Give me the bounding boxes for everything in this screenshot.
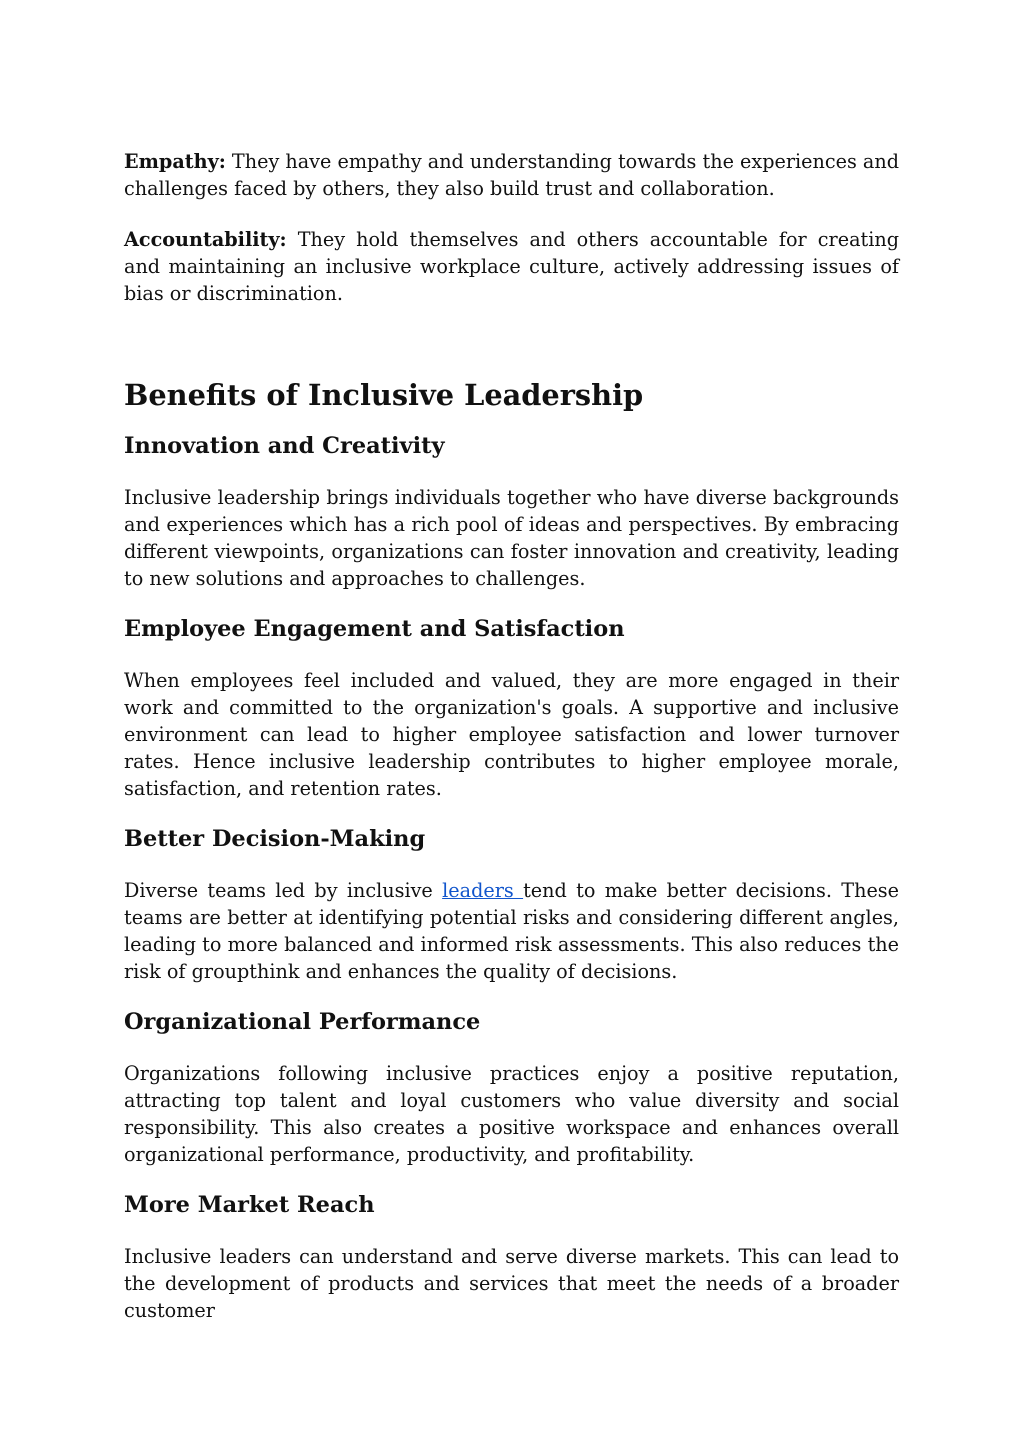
- empathy-text: They have empathy and understanding towards the experiences and challenges faced by others, they also build trust and collaboration.: [124, 150, 899, 200]
- accountability-paragraph: [124, 226, 899, 307]
- innovation-body: Inclusive leadership brings individuals together who have diverse backgrounds and experiences which has a rich pool of ideas and perspectives. By embracing different viewpoints, organizations can foster innovation and creativity, leading to new solutions and approaches to challenges.: [124, 486, 899, 590]
- benefits-heading: Benefits of Inclusive Leadership: [124, 378, 644, 412]
- innovation-heading: Innovation and Creativity: [124, 433, 445, 459]
- performance-heading: Organizational Performance: [124, 1009, 481, 1035]
- accountability-term: Accountability:: [124, 228, 287, 251]
- engagement-body: When employees feel included and valued, they are more engaged in their work and committed to the organization's goals. A supportive and inclusive environment can lead to higher employee satisfaction and lower turnover rates. Hence inclusive leadership contributes to higher employee morale, satisfaction, and retention rates.: [124, 669, 899, 800]
- decision-making-body: [124, 877, 899, 985]
- engagement-heading: Employee Engagement and Satisfaction: [124, 616, 625, 642]
- decision-making-body-start: Diverse teams led by inclusive: [124, 879, 443, 902]
- empathy-term: Empathy:: [124, 150, 226, 173]
- market-reach-body: Inclusive leaders can understand and serve diverse markets. This can lead to the development of products and services that meet the needs of a broader customer: [124, 1245, 899, 1322]
- accountability-text: They hold themselves and others accountable for creating and maintaining an inclusive workplace culture, actively addressing issues of bias or discrimination.: [124, 228, 899, 305]
- decision-making-body-end: tend to make better decisions. These teams are better at identifying potential risks and considering different angles, leading to more balanced and informed risk assessments. This also reduces the risk of groupthink and enhances the quality of decisions.: [124, 879, 900, 983]
- market-reach-heading: More Market Reach: [124, 1192, 375, 1218]
- leaders-link[interactable]: leaders: [442, 879, 524, 902]
- performance-body: Organizations following inclusive practices enjoy a positive reputation, attracting top talent and loyal customers who value diversity and social responsibility. This also creates a positive workspace and enhances overall organizational performance, productivity, and profitability.: [124, 1062, 899, 1166]
- decision-making-heading: Better Decision-Making: [124, 826, 426, 852]
- document-page: [124, 148, 899, 1324]
- empathy-paragraph: [124, 148, 899, 202]
